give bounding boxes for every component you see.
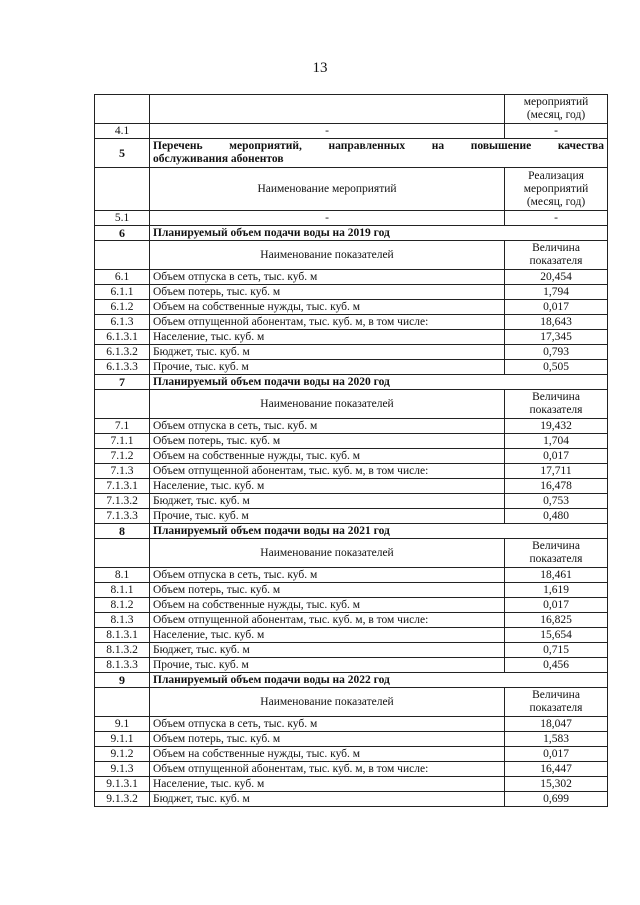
- row-value: 18,047: [505, 717, 608, 732]
- section-title-row: [95, 375, 608, 390]
- section-title-row: [95, 139, 608, 168]
- row-name: Объем на собственные нужды, тыс. куб. м: [150, 747, 505, 762]
- row-name: Объем отпущенной абонентам, тыс. куб. м, в том числе:: [150, 464, 505, 479]
- row-number: 9.1.1: [95, 732, 150, 747]
- table-row: [95, 449, 608, 464]
- table-row: [95, 270, 608, 285]
- table-header-row: [95, 539, 608, 568]
- header-name: Наименование показателей: [150, 688, 505, 717]
- row-name: Объем на собственные нужды, тыс. куб. м: [150, 300, 505, 315]
- section-number: 5: [95, 139, 150, 168]
- section-title-row: [95, 673, 608, 688]
- row-name: Прочие, тыс. куб. м: [150, 658, 505, 673]
- row-name: Объем отпуска в сеть, тыс. куб. м: [150, 568, 505, 583]
- row-name: Объем потерь, тыс. куб. м: [150, 583, 505, 598]
- row-value: 0,017: [505, 598, 608, 613]
- section-title: Планируемый объем подачи воды на 2022 год: [150, 673, 608, 688]
- row-value: 16,478: [505, 479, 608, 494]
- header-value: Реализация мероприятий (месяц, год): [505, 168, 608, 211]
- row-value: 0,480: [505, 509, 608, 524]
- row-number: 6.1: [95, 270, 150, 285]
- row-number: 8.1.1: [95, 583, 150, 598]
- section-number: 6: [95, 226, 150, 241]
- row-number: 8.1.3: [95, 613, 150, 628]
- row-value: 0,456: [505, 658, 608, 673]
- header-number: [95, 390, 150, 419]
- table-row: [95, 330, 608, 345]
- header-value: Величина показателя: [505, 390, 608, 419]
- table-row: [95, 568, 608, 583]
- table-row: [95, 285, 608, 300]
- table-row: [95, 598, 608, 613]
- row-name: Прочие, тыс. куб. м: [150, 509, 505, 524]
- table-row: [95, 494, 608, 509]
- row-name: Бюджет, тыс. куб. м: [150, 494, 505, 509]
- row-value: 18,461: [505, 568, 608, 583]
- row-number: 8.1: [95, 568, 150, 583]
- table-row: [95, 747, 608, 762]
- row-value: 15,302: [505, 777, 608, 792]
- section-title-row: [95, 226, 608, 241]
- table-row: [95, 643, 608, 658]
- table-row: [95, 509, 608, 524]
- row-name: Объем отпуска в сеть, тыс. куб. м: [150, 717, 505, 732]
- header-name: Наименование показателей: [150, 241, 505, 270]
- table-header-row: [95, 688, 608, 717]
- row-name: Объем потерь, тыс. куб. м: [150, 732, 505, 747]
- row-number: 7.1.1: [95, 434, 150, 449]
- table-row: [95, 792, 608, 807]
- section-number: 7: [95, 375, 150, 390]
- row-number: 8.1.3.1: [95, 628, 150, 643]
- row-value: мероприятий (месяц, год): [505, 95, 608, 124]
- section-title-row: [95, 524, 608, 539]
- row-value: 1,619: [505, 583, 608, 598]
- row-value: 20,454: [505, 270, 608, 285]
- row-name: Объем отпущенной абонентам, тыс. куб. м, в том числе:: [150, 613, 505, 628]
- header-name: Наименование мероприятий: [150, 168, 505, 211]
- table-header-row: [95, 390, 608, 419]
- row-value: 1,794: [505, 285, 608, 300]
- row-name: Объем на собственные нужды, тыс. куб. м: [150, 598, 505, 613]
- header-number: [95, 168, 150, 211]
- table-row: [95, 419, 608, 434]
- row-number: 4.1: [95, 124, 150, 139]
- row-value: 0,699: [505, 792, 608, 807]
- row-name: Население, тыс. куб. м: [150, 628, 505, 643]
- table-row: [95, 613, 608, 628]
- section-title-line-2: обслуживания абонентов: [153, 153, 284, 165]
- row-name: -: [150, 211, 505, 226]
- row-name: Объем потерь, тыс. куб. м: [150, 434, 505, 449]
- row-value: 0,017: [505, 449, 608, 464]
- table-row: [95, 315, 608, 330]
- row-name: Объем отпуска в сеть, тыс. куб. м: [150, 270, 505, 285]
- row-name: Объем отпущенной абонентам, тыс. куб. м, в том числе:: [150, 762, 505, 777]
- row-name: Объем потерь, тыс. куб. м: [150, 285, 505, 300]
- table-row: [95, 300, 608, 315]
- row-value: 1,583: [505, 732, 608, 747]
- row-value: 0,753: [505, 494, 608, 509]
- row-number: 7.1: [95, 419, 150, 434]
- row-value: 0,505: [505, 360, 608, 375]
- table-row: [95, 95, 608, 124]
- row-value: 1,704: [505, 434, 608, 449]
- row-number: 8.1.3.2: [95, 643, 150, 658]
- header-value: Величина показателя: [505, 241, 608, 270]
- section-title: [150, 139, 608, 168]
- row-number: [95, 95, 150, 124]
- table-header-row: [95, 241, 608, 270]
- header-value: Величина показателя: [505, 688, 608, 717]
- row-number: 6.1.3.3: [95, 360, 150, 375]
- header-number: [95, 539, 150, 568]
- section-title: Планируемый объем подачи воды на 2021 год: [150, 524, 608, 539]
- row-number: 9.1.3: [95, 762, 150, 777]
- page-number: 13: [312, 60, 328, 76]
- table-row: [95, 762, 608, 777]
- row-name: Прочие, тыс. куб. м: [150, 360, 505, 375]
- section-number: 8: [95, 524, 150, 539]
- row-value: 0,017: [505, 747, 608, 762]
- table-row: [95, 628, 608, 643]
- table-row: [95, 211, 608, 226]
- header-name: Наименование показателей: [150, 539, 505, 568]
- table-header-row: [95, 168, 608, 211]
- table-row: [95, 479, 608, 494]
- row-value: 17,345: [505, 330, 608, 345]
- water-supply-table: [94, 94, 608, 807]
- row-number: 9.1.3.2: [95, 792, 150, 807]
- row-number: 7.1.2: [95, 449, 150, 464]
- row-value: -: [505, 211, 608, 226]
- row-value: 0,017: [505, 300, 608, 315]
- row-number: 7.1.3.1: [95, 479, 150, 494]
- table-row: [95, 732, 608, 747]
- row-number: 9.1: [95, 717, 150, 732]
- section-title-line-1: Перечень мероприятий, направленных на повышение качества: [153, 140, 604, 152]
- row-value: 18,643: [505, 315, 608, 330]
- row-name: [150, 95, 505, 124]
- row-number: 6.1.3.1: [95, 330, 150, 345]
- section-title: Планируемый объем подачи воды на 2020 год: [150, 375, 608, 390]
- header-number: [95, 241, 150, 270]
- table-row: [95, 777, 608, 792]
- row-number: 6.1.1: [95, 285, 150, 300]
- row-name: Население, тыс. куб. м: [150, 777, 505, 792]
- row-name: Объем на собственные нужды, тыс. куб. м: [150, 449, 505, 464]
- header-name: Наименование показателей: [150, 390, 505, 419]
- row-number: 9.1.3.1: [95, 777, 150, 792]
- row-name: Население, тыс. куб. м: [150, 479, 505, 494]
- header-number: [95, 688, 150, 717]
- row-name: -: [150, 124, 505, 139]
- row-value: 17,711: [505, 464, 608, 479]
- row-value: 16,447: [505, 762, 608, 777]
- row-number: 7.1.3: [95, 464, 150, 479]
- row-number: 8.1.2: [95, 598, 150, 613]
- row-number: 7.1.3.3: [95, 509, 150, 524]
- row-number: 6.1.3: [95, 315, 150, 330]
- row-number: 5.1: [95, 211, 150, 226]
- table-row: [95, 464, 608, 479]
- row-value: 19,432: [505, 419, 608, 434]
- row-value: 0,793: [505, 345, 608, 360]
- row-value: 15,654: [505, 628, 608, 643]
- header-value: Величина показателя: [505, 539, 608, 568]
- row-number: 7.1.3.2: [95, 494, 150, 509]
- row-value: 16,825: [505, 613, 608, 628]
- row-number: 6.1.2: [95, 300, 150, 315]
- table-row: [95, 583, 608, 598]
- row-name: Бюджет, тыс. куб. м: [150, 643, 505, 658]
- row-name: Бюджет, тыс. куб. м: [150, 792, 505, 807]
- section-number: 9: [95, 673, 150, 688]
- row-name: Объем отпуска в сеть, тыс. куб. м: [150, 419, 505, 434]
- row-value: 0,715: [505, 643, 608, 658]
- table-row: [95, 360, 608, 375]
- row-value: -: [505, 124, 608, 139]
- row-name: Население, тыс. куб. м: [150, 330, 505, 345]
- row-number: 8.1.3.3: [95, 658, 150, 673]
- row-name: Объем отпущенной абонентам, тыс. куб. м, в том числе:: [150, 315, 505, 330]
- table-row: [95, 717, 608, 732]
- row-number: 6.1.3.2: [95, 345, 150, 360]
- row-number: 9.1.2: [95, 747, 150, 762]
- row-name: Бюджет, тыс. куб. м: [150, 345, 505, 360]
- table-row: [95, 434, 608, 449]
- table-row: [95, 658, 608, 673]
- table-row: [95, 345, 608, 360]
- table-row: [95, 124, 608, 139]
- section-title: Планируемый объем подачи воды на 2019 год: [150, 226, 608, 241]
